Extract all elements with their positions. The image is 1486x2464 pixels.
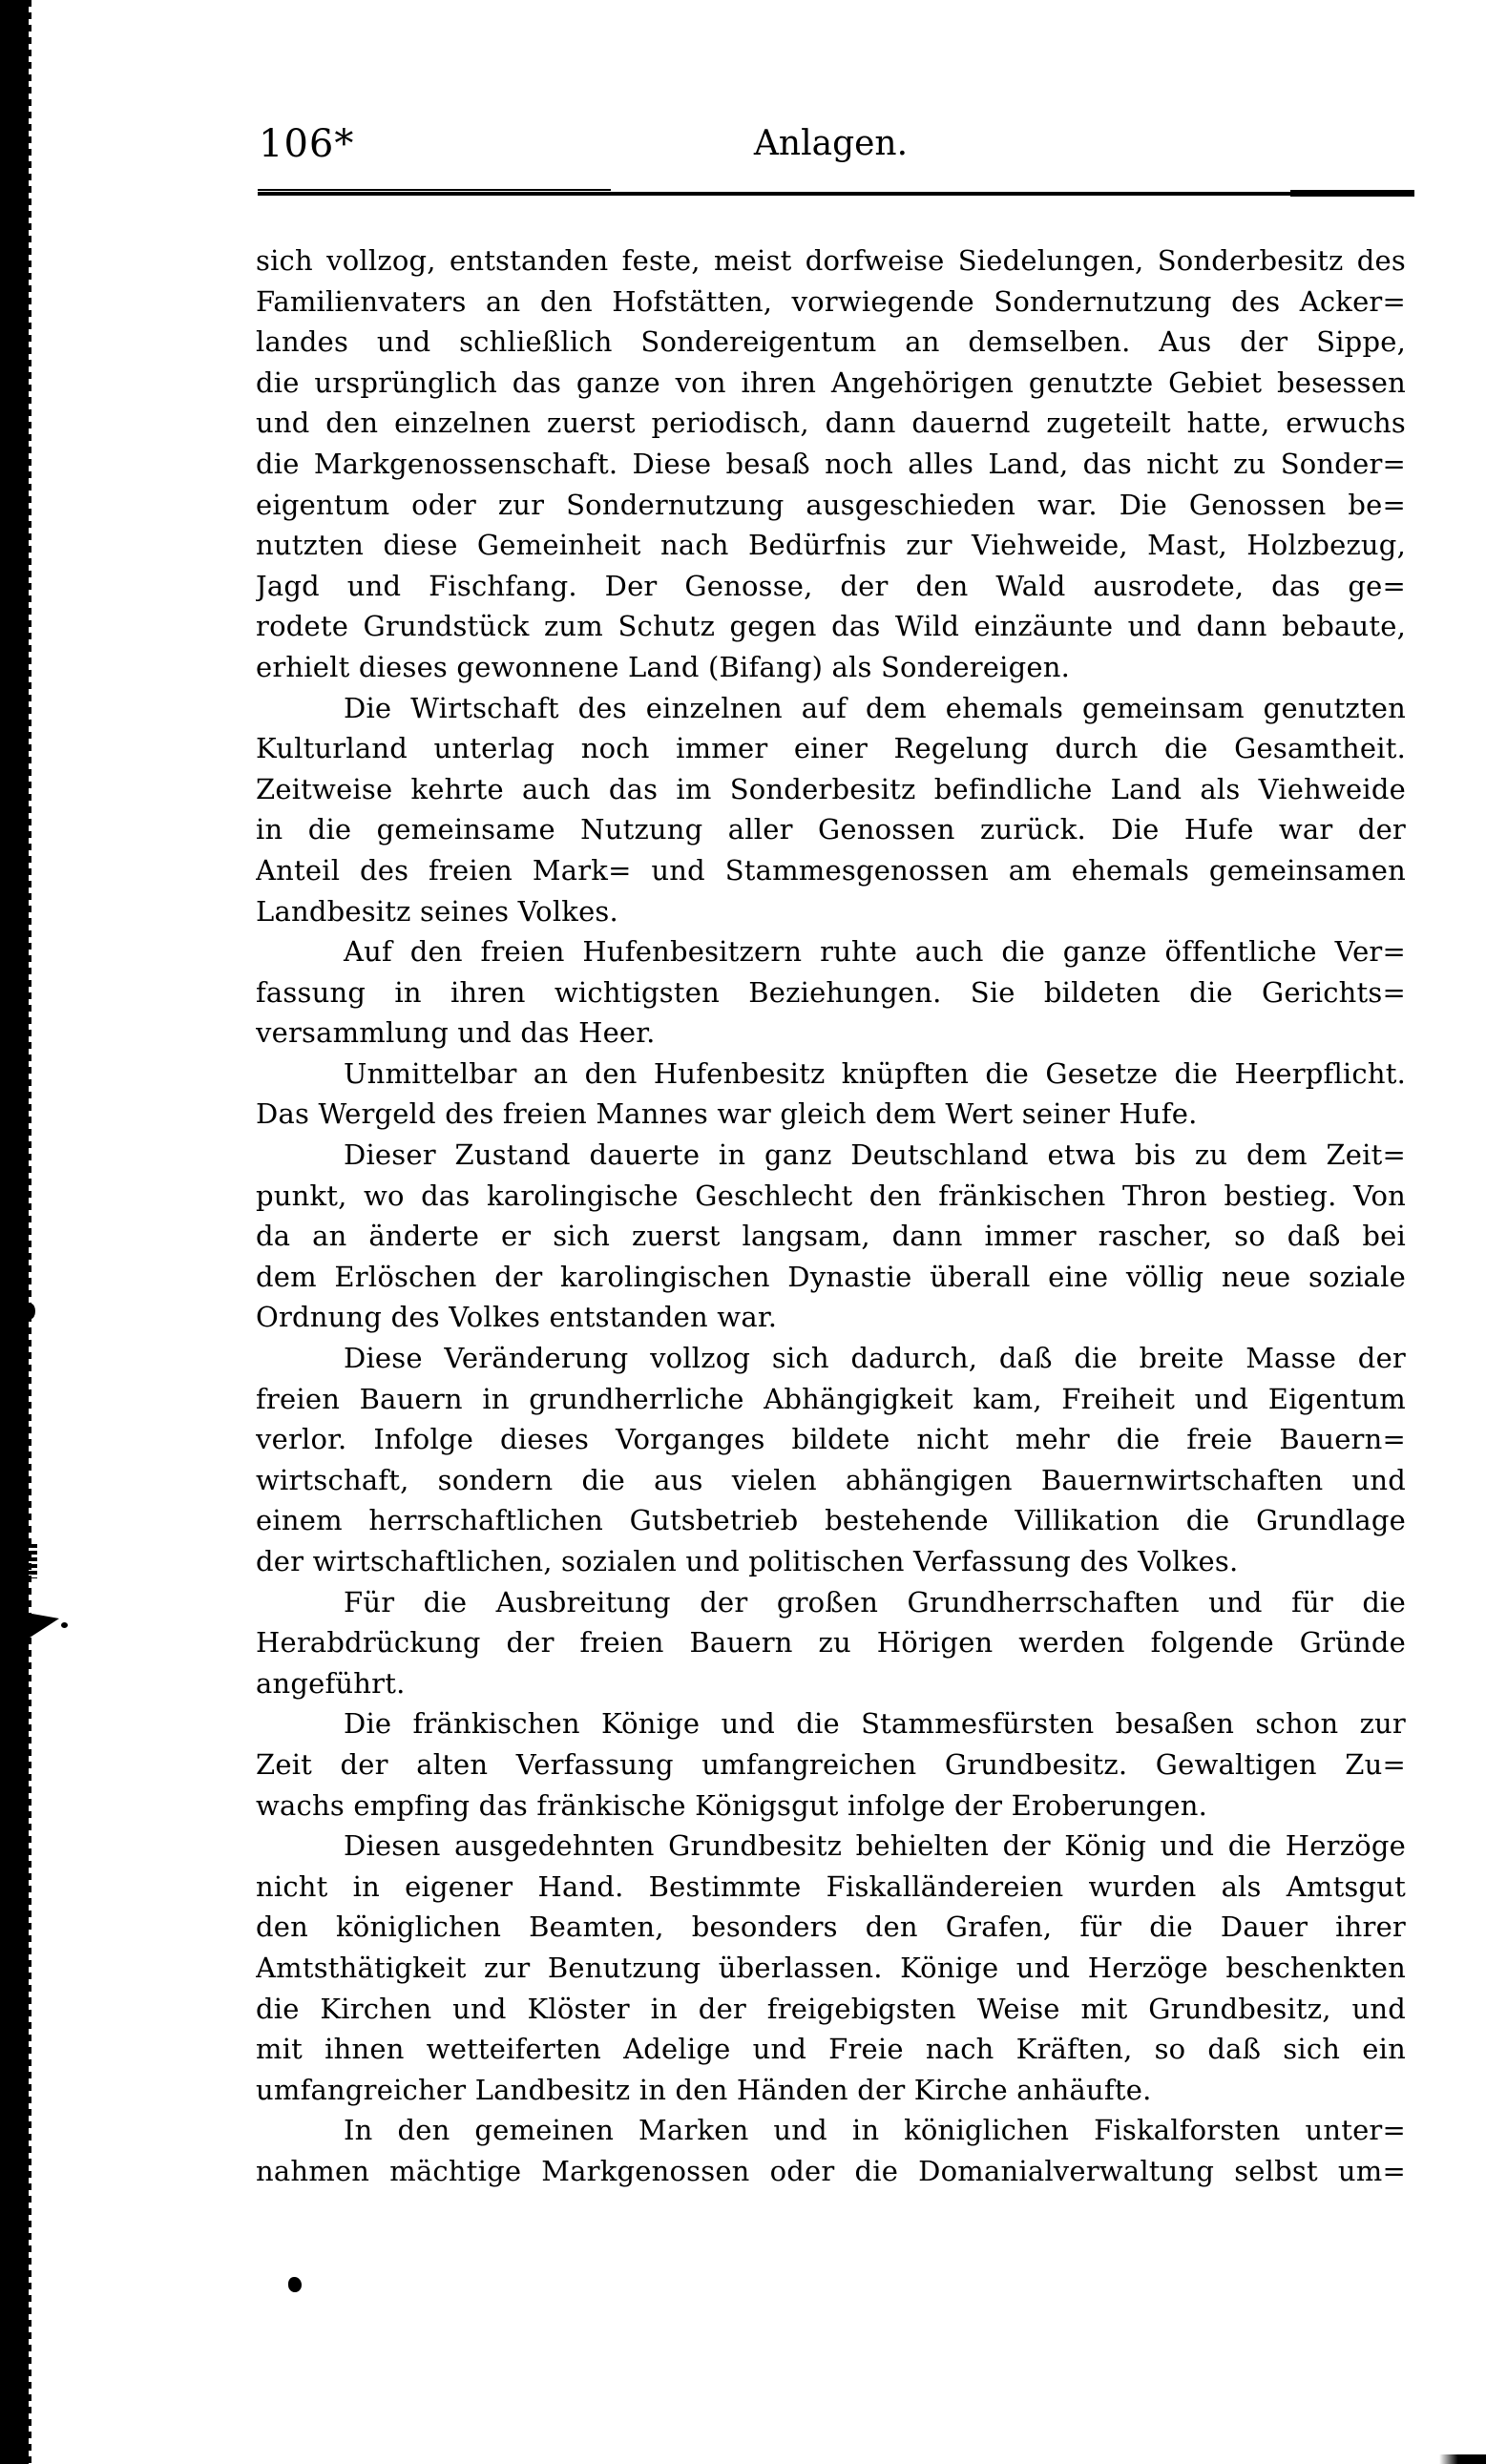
text-line: da an änderte er sich zuerst langsam, dann immer rascher, so daß bei: [256, 1220, 1406, 1253]
paragraph: [256, 1054, 1406, 1135]
text-line: Herabdrückung der freien Bauern zu Hörigen werden folgende Gründe: [256, 1626, 1406, 1660]
text-line: nahmen mächtige Markgenossen oder die Domanialverwaltung selbst um=: [256, 2154, 1406, 2187]
paragraph: [256, 240, 1406, 688]
text-line: In den gemeinen Marken und in königlichen Fiskalforsten unter=: [344, 2114, 1406, 2147]
paragraph: [256, 2110, 1406, 2191]
text-line: wachs empfing das fränkische Königsgut infolge der Eroberungen.: [256, 1788, 1208, 1822]
page-number: 106*: [259, 122, 355, 166]
ink-blot: [288, 2277, 302, 2292]
paragraph: [256, 931, 1406, 1054]
text-line: freien Bauern in grundherrliche Abhängigkeit kam, Freiheit und Eigentum: [256, 1382, 1406, 1415]
text-line: der wirtschaftlichen, sozialen und politischen Verfassung des Volkes.: [256, 1545, 1239, 1577]
text-line: Amtsthätigkeit zur Benutzung überlassen. Könige und Herzöge beschenkten: [256, 1951, 1406, 1984]
text-line: den königlichen Beamten, besonders den Grafen, für die Dauer ihrer: [256, 1911, 1406, 1944]
text-line: verlor. Infolge dieses Vorganges bildete nicht mehr die freie Bauern=: [256, 1423, 1406, 1456]
text-line: Die fränkischen Könige und die Stammesfürsten besaßen schon zur: [344, 1707, 1406, 1741]
text-line: punkt, wo das karolingische Geschlecht den fränkischen Thron bestieg. Von: [256, 1179, 1406, 1212]
text-line: Familienvaters an den Hofstätten, vorwiegende Sondernutzung des Acker=: [256, 284, 1406, 318]
text-line: einem herrschaftlichen Gutsbetrieb bestehende Villikation die Grundlage: [256, 1504, 1406, 1537]
text-line: Auf den freien Hufenbesitzern ruhte auch die ganze öffentliche Ver=: [344, 935, 1406, 969]
text-line: Diese Veränderung vollzog sich dadurch, daß die breite Masse der: [344, 1342, 1406, 1375]
text-line: nutzten diese Gemeinheit nach Bedürfnis zur Viehweide, Mast, Holzbezug,: [256, 529, 1406, 562]
text-line: in die gemeinsame Nutzung aller Genossen zurück. Die Hufe war der: [256, 813, 1406, 846]
text-line: Landbesitz seines Volkes.: [256, 894, 618, 928]
text-line: umfangreicher Landbesitz in den Händen der Kirche anhäufte.: [256, 2073, 1152, 2106]
text-line: fassung in ihren wichtigsten Beziehungen. Sie bildeten die Gerichts=: [256, 975, 1406, 1009]
text-line: Das Wergeld des freien Mannes war gleich dem Wert seiner Hufe.: [256, 1097, 1198, 1131]
text-line: Diesen ausgedehnten Grundbesitz behielten der König und die Herzöge: [344, 1829, 1406, 1863]
text-line: angeführt.: [256, 1666, 406, 1700]
text-line: Dieser Zustand dauerte in ganz Deutschland etwa bis zu dem Zeit=: [344, 1138, 1406, 1172]
text-line: landes und schließlich Sondereigentum an demselben. Aus der Sippe,: [256, 325, 1406, 359]
text-line: Anteil des freien Mark= und Stammesgenossen am ehemals gemeinsamen: [256, 853, 1406, 887]
ink-blot: [61, 1622, 68, 1628]
text-line: dem Erlöschen der karolingischen Dynastie überall eine völlig neue soziale: [256, 1260, 1406, 1293]
text-line: Ordnung des Volkes entstanden war.: [256, 1301, 778, 1334]
text-line: und den einzelnen zuerst periodisch, dann dauernd zugeteilt hatte, erwuchs: [256, 407, 1406, 440]
paragraph: [256, 1338, 1406, 1582]
scan-edge-artifact: [0, 0, 29, 2464]
text-line: Unmittelbar an den Hufenbesitz knüpften die Gesetze die Heerpflicht.: [344, 1056, 1406, 1090]
text-block: [256, 240, 1406, 2192]
text-line: die Kirchen und Klöster in der freigebigsten Weise mit Grundbesitz, und: [256, 1992, 1406, 2025]
text-line: Die Wirtschaft des einzelnen auf dem ehemals gemeinsam genutzten: [344, 691, 1406, 724]
text-line: mit ihnen wetteiferten Adelige und Freie nach Kräften, so daß sich ein: [256, 2033, 1406, 2066]
paragraph: [256, 1582, 1406, 1704]
paragraph: [256, 688, 1406, 932]
text-line: Kulturland unterlag noch immer einer Regelung durch die Gesamtheit.: [256, 732, 1406, 765]
text-line: versammlung und das Heer.: [256, 1016, 656, 1050]
text-line: sich vollzog, entstanden feste, meist dorfweise Siedelungen, Sonderbesitz des: [256, 244, 1406, 277]
running-title: Anlagen.: [753, 124, 909, 163]
ink-blot: [27, 1304, 35, 1319]
paragraph: [256, 1703, 1406, 1826]
text-line: erhielt dieses gewonnene Land (Bifang) als Sondereigen.: [256, 650, 1071, 683]
text-line: Für die Ausbreitung der großen Grundherrschaften und für die: [344, 1585, 1406, 1618]
text-line: nicht in eigener Hand. Bestimmte Fiskalländereien wurden als Amtsgut: [256, 1869, 1406, 1903]
header-rule: [1290, 190, 1414, 197]
header-rule: [258, 189, 611, 191]
text-line: die Markgenossenschaft. Diese besaß noch alles Land, das nicht zu Sonder=: [256, 447, 1406, 480]
text-line: Zeit der alten Verfassung umfangreichen Grundbesitz. Gewaltigen Zu=: [256, 1747, 1406, 1781]
paragraph: [256, 1826, 1406, 2110]
text-line: Zeitweise kehrte auch das im Sonderbesitz befindliche Land als Viehweide: [256, 772, 1406, 805]
text-line: eigentum oder zur Sondernutzung ausgeschieden war. Die Genossen be=: [256, 488, 1406, 521]
ink-blot: [27, 1613, 59, 1639]
text-line: Jagd und Fischfang. Der Genosse, der den Wald ausrodete, das ge=: [256, 569, 1406, 602]
text-line: wirtschaft, sondern die aus vielen abhängigen Bauernwirtschaften und: [256, 1463, 1406, 1496]
header-rule: [258, 192, 1414, 196]
text-line: die ursprünglich das ganze von ihren Angehörigen genutzte Gebiet besessen: [256, 365, 1406, 399]
scan-edge-artifact: [1439, 2454, 1486, 2464]
text-line: rodete Grundstück zum Schutz gegen das Wild einzäunte und dann bebaute,: [256, 610, 1406, 643]
paragraph: [256, 1135, 1406, 1338]
ink-blot: [27, 1544, 37, 1578]
